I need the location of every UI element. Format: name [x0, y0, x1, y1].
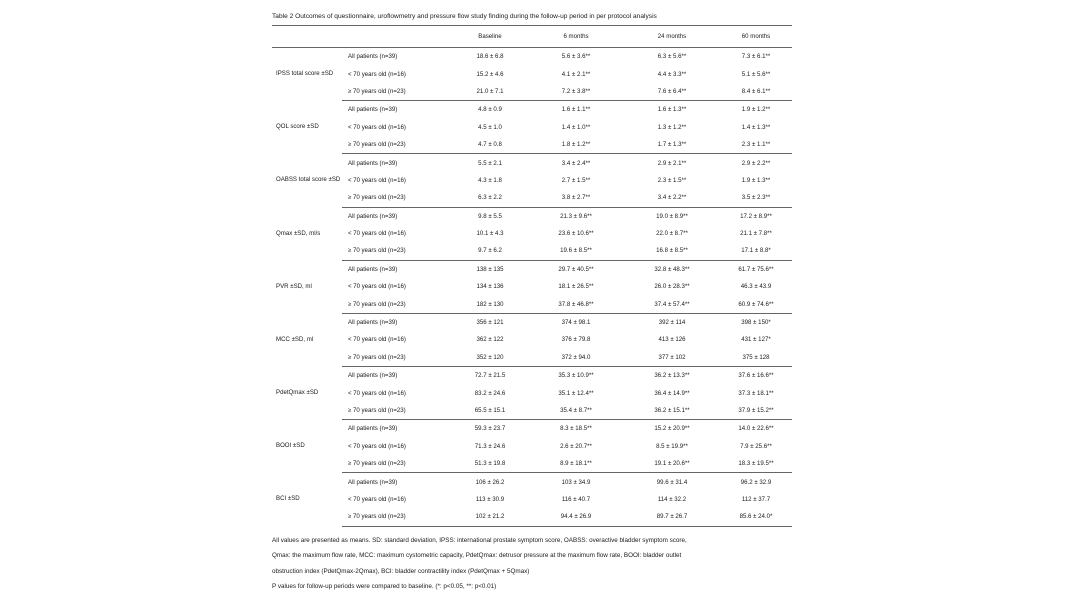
table-cell: 60.9 ± 74.6**	[720, 295, 792, 313]
table-row	[272, 207, 792, 225]
table-row	[272, 278, 792, 295]
table-cell: 9.8 ± 5.5	[478, 212, 502, 220]
table-cell: 4.4 ± 3.3**	[657, 70, 687, 78]
table-row	[272, 331, 792, 348]
measure-label: BCI ±SD	[276, 495, 300, 503]
table-cell: 32.8 ± 48.3**	[654, 265, 690, 273]
measure-label: PdetQmax ±SD	[276, 389, 319, 397]
note-line: obstruction index (PdetQmax-2Qmax), BCI: bladder contractility index (PdetQmax + 5Qmax)	[272, 567, 530, 575]
table-cell: 375 ± 128	[720, 349, 792, 367]
table-cell: 362 ± 122	[476, 336, 504, 344]
subgroup-label: All patients (n=39)	[348, 265, 398, 273]
table-cell: 5.1 ± 5.6**	[741, 70, 771, 78]
table-row	[272, 225, 792, 242]
table-cell: 2.9 ± 2.2**	[741, 159, 771, 167]
column-header	[272, 26, 342, 48]
table-cell: 376 ± 79.8	[561, 336, 591, 344]
table-cell: 71.3 ± 24.6	[474, 442, 506, 450]
subgroup-label: < 70 years old (n=16)	[348, 336, 406, 344]
table-cell: 46.3 ± 43.9	[740, 283, 772, 291]
table-cell: 5.5 ± 2.1	[478, 159, 502, 167]
table-cell: 413 ± 126	[658, 336, 686, 344]
table-cell: 35.1 ± 12.4**	[558, 389, 594, 397]
table-cell: 51.3 ± 19.8	[452, 455, 528, 473]
subgroup-label: All patients (n=39)	[348, 478, 398, 486]
measure-label: QOL score ±SD	[276, 123, 319, 131]
table-cell: 83.2 ± 24.6	[474, 389, 506, 397]
table-cell: 21.0 ± 7.1	[452, 83, 528, 101]
table-notes	[272, 533, 792, 595]
table-cell: 35.3 ± 10.9**	[558, 372, 594, 380]
table-cell: 23.6 ± 10.6**	[558, 230, 594, 238]
table-cell: 10.1 ± 4.3	[476, 230, 504, 238]
table-cell: 35.4 ± 8.7**	[528, 402, 624, 420]
table-cell: 3.8 ± 2.7**	[528, 189, 624, 207]
table-cell: 112 ± 37.7	[741, 495, 771, 503]
table-cell: 138 ± 135	[476, 265, 504, 273]
subgroup-label: All patients (n=39)	[348, 159, 398, 167]
subgroup-label: ≥ 70 years old (n=23)	[342, 508, 452, 526]
table-cell: 1.7 ± 1.3**	[624, 136, 720, 154]
table-cell: 4.5 ± 1.0	[478, 123, 502, 131]
table-cell: 372 ± 94.0	[528, 349, 624, 367]
table-row	[272, 48, 792, 66]
note-line: P values for follow-up periods were compared to baseline. (*: p<0.05, **: p<0.01)	[272, 583, 497, 591]
table-cell: 19.6 ± 8.5**	[528, 242, 624, 260]
subgroup-label: All patients (n=39)	[348, 319, 398, 327]
subgroup-label: ≥ 70 years old (n=23)	[342, 455, 452, 473]
table-cell: 22.0 ± 8.7**	[656, 230, 688, 238]
table-row	[272, 189, 792, 207]
table-row	[272, 65, 792, 82]
table-cell: 59.3 ± 23.7	[474, 425, 506, 433]
table-cell: 356 ± 121	[476, 319, 504, 327]
table-cell: 65.5 ± 15.1	[452, 402, 528, 420]
table-cell: 4.8 ± 0.9	[478, 106, 502, 114]
table-row	[272, 119, 792, 136]
table-cell: 19.1 ± 20.6**	[624, 455, 720, 473]
table-body	[272, 48, 792, 527]
table-row	[272, 367, 792, 385]
table-cell: 106 ± 26.2	[475, 478, 505, 486]
column-header: 60 months	[720, 26, 792, 48]
table-cell: 19.0 ± 8.9**	[656, 212, 688, 220]
subgroup-label: All patients (n=39)	[348, 106, 398, 114]
table-cell: 392 ± 114	[658, 319, 686, 327]
table-cell: 2.3 ± 1.1**	[720, 136, 792, 154]
subgroup-label: ≥ 70 years old (n=23)	[342, 402, 452, 420]
table-cell: 1.4 ± 1.0**	[561, 123, 591, 131]
table-cell: 1.6 ± 1.1**	[561, 106, 591, 114]
table-cell: 7.3 ± 6.1**	[741, 53, 771, 61]
subgroup-label: ≥ 70 years old (n=23)	[342, 295, 452, 313]
table-cell: 114 ± 32.2	[657, 495, 687, 503]
table-row	[272, 260, 792, 278]
table-cell: 8.3 ± 18.5**	[560, 425, 592, 433]
column-header: 24 months	[624, 26, 720, 48]
table-row	[272, 154, 792, 172]
measure-label: BOOI ±SD	[276, 442, 305, 450]
table-cell: 8.5 ± 19.9**	[656, 442, 688, 450]
table-row	[272, 349, 792, 367]
measure-label: MCC ±SD, ml	[276, 335, 314, 343]
table-row	[272, 83, 792, 101]
table-cell: 1.9 ± 1.3**	[741, 176, 771, 184]
table-cell: 6.3 ± 2.2	[452, 189, 528, 207]
table-cell: 14.0 ± 22.6**	[738, 425, 774, 433]
subgroup-label: < 70 years old (n=16)	[348, 70, 406, 78]
table-cell: 2.3 ± 1.5**	[657, 176, 687, 184]
table-row	[272, 438, 792, 455]
table-cell: 398 ± 150*	[741, 319, 771, 327]
note-line: All values are presented as means. SD: standard deviation, IPSS: international prostate symptom score, OABSS: overactive bladder symptom score,	[272, 536, 687, 544]
table-cell: 94.4 ± 26.9	[528, 508, 624, 526]
table-cell: 1.3 ± 1.2**	[657, 123, 687, 131]
table-cell: 16.8 ± 8.5**	[624, 242, 720, 260]
table-cell: 4.3 ± 1.8	[478, 176, 502, 184]
table-cell: 18.1 ± 26.5**	[558, 283, 594, 291]
table-cell: 102 ± 21.2	[452, 508, 528, 526]
table-cell: 1.8 ± 1.2**	[528, 136, 624, 154]
table-row	[272, 473, 792, 491]
subgroup-label: ≥ 70 years old (n=23)	[342, 136, 452, 154]
table-cell: 37.3 ± 18.1**	[738, 389, 774, 397]
table-cell: 6.3 ± 5.6**	[657, 53, 687, 61]
table-cell: 37.6 ± 16.6**	[738, 372, 774, 380]
table-cell: 15.2 ± 20.9**	[654, 425, 690, 433]
subgroup-label: ≥ 70 years old (n=23)	[342, 189, 452, 207]
table-cell: 18.3 ± 19.5**	[720, 455, 792, 473]
table-cell: 26.0 ± 28.3**	[654, 283, 690, 291]
table-cell: 2.9 ± 2.1**	[657, 159, 687, 167]
table-row	[272, 491, 792, 508]
subgroup-label: ≥ 70 years old (n=23)	[342, 242, 452, 260]
table-cell: 29.7 ± 40.5**	[558, 265, 594, 273]
table-cell: 4.1 ± 2.1**	[561, 70, 591, 78]
table-row	[272, 384, 792, 401]
table-cell: 72.7 ± 21.5	[474, 372, 506, 380]
measure-label: PVR ±SD, ml	[276, 282, 312, 290]
table-row	[272, 295, 792, 313]
table-cell: 37.8 ± 46.8**	[528, 295, 624, 313]
table-cell: 374 ± 98.1	[561, 319, 591, 327]
table-row	[272, 420, 792, 438]
subgroup-label: All patients (n=39)	[348, 53, 398, 61]
column-header: 6 months	[528, 26, 624, 48]
table-cell: 116 ± 40.7	[561, 495, 591, 503]
table-cell: 21.1 ± 7.8**	[740, 230, 772, 238]
subgroup-label: < 70 years old (n=16)	[348, 442, 406, 450]
table-cell: 17.2 ± 8.9**	[740, 212, 772, 220]
table-cell: 1.6 ± 1.3**	[657, 106, 687, 114]
table-cell: 36.2 ± 15.1**	[624, 402, 720, 420]
subgroup-label: ≥ 70 years old (n=23)	[342, 349, 452, 367]
table-row	[272, 242, 792, 260]
outcomes-table	[272, 25, 792, 527]
table-cell: 3.4 ± 2.4**	[561, 159, 591, 167]
table-cell: 61.7 ± 75.6**	[738, 265, 774, 273]
table-page	[272, 12, 792, 595]
table-cell: 89.7 ± 26.7	[624, 508, 720, 526]
table-cell: 182 ± 130	[452, 295, 528, 313]
subgroup-label: All patients (n=39)	[348, 372, 398, 380]
subgroup-label: < 70 years old (n=16)	[348, 230, 406, 238]
measure-label: IPSS total score ±SD	[276, 70, 334, 78]
table-cell: 113 ± 30.9	[475, 495, 505, 503]
table-cell: 1.4 ± 1.3**	[741, 123, 771, 131]
table-cell: 3.5 ± 2.3**	[720, 189, 792, 207]
table-row	[272, 402, 792, 420]
column-header	[342, 26, 452, 48]
table-cell: 8.4 ± 6.1**	[720, 83, 792, 101]
table-cell: 36.2 ± 13.3**	[654, 372, 690, 380]
table-cell: 2.6 ± 20.7**	[560, 442, 592, 450]
table-cell: 85.6 ± 24.0*	[720, 508, 792, 526]
table-cell: 352 ± 120	[452, 349, 528, 367]
table-cell: 134 ± 136	[476, 283, 504, 291]
subgroup-label: < 70 years old (n=16)	[348, 123, 406, 131]
note-line: Qmax: the maximum flow rate, MCC: maximum cystometric capacity, PdetQmax: detrusor pressure at the maximum flow rate, BOOI: bladder outlet	[272, 552, 682, 560]
table-cell: 36.4 ± 14.9**	[654, 389, 690, 397]
table-row	[272, 101, 792, 119]
table-cell: 377 ± 102	[624, 349, 720, 367]
table-cell: 3.4 ± 2.2**	[624, 189, 720, 207]
header-row	[272, 26, 792, 48]
subgroup-label: < 70 years old (n=16)	[348, 283, 406, 291]
table-row	[272, 172, 792, 189]
measure-label: OABSS total score ±SD	[276, 176, 341, 184]
column-header: Baseline	[452, 26, 528, 48]
subgroup-label: < 70 years old (n=16)	[348, 389, 406, 397]
subgroup-label: < 70 years old (n=16)	[348, 176, 406, 184]
table-cell: 99.6 ± 31.4	[656, 478, 688, 486]
table-row	[272, 136, 792, 154]
subgroup-label: ≥ 70 years old (n=23)	[342, 83, 452, 101]
table-cell: 9.7 ± 6.2	[452, 242, 528, 260]
table-cell: 37.9 ± 15.2**	[720, 402, 792, 420]
table-cell: 7.2 ± 3.8**	[528, 83, 624, 101]
table-cell: 15.2 ± 4.6	[476, 70, 504, 78]
subgroup-label: All patients (n=39)	[348, 212, 398, 220]
table-cell: 7.6 ± 6.4**	[624, 83, 720, 101]
table-cell: 17.1 ± 8.8*	[720, 242, 792, 260]
table-cell: 431 ± 127*	[741, 336, 771, 344]
table-cell: 37.4 ± 57.4**	[624, 295, 720, 313]
table-cell: 103 ± 34.9	[561, 478, 591, 486]
table-cell: 96.2 ± 32.9	[740, 478, 772, 486]
table-row	[272, 455, 792, 473]
table-cell: 21.3 ± 9.6**	[560, 212, 592, 220]
table-cell: 18.6 ± 6.8	[476, 53, 504, 61]
subgroup-label: < 70 years old (n=16)	[348, 495, 406, 503]
table-caption: Table 2 Outcomes of questionnaire, uroflowmetry and pressure flow study finding during the follow-up period in per protocol analysis	[272, 13, 657, 20]
table-cell: 5.6 ± 3.6**	[561, 53, 591, 61]
table-cell: 8.9 ± 18.1**	[528, 455, 624, 473]
table-cell: 4.7 ± 0.8	[452, 136, 528, 154]
table-row	[272, 313, 792, 331]
table-cell: 7.9 ± 25.6**	[740, 442, 772, 450]
measure-label: Qmax ±SD, ml/s	[276, 229, 321, 237]
table-cell: 1.9 ± 1.2**	[741, 106, 771, 114]
table-cell: 2.7 ± 1.5**	[561, 176, 591, 184]
subgroup-label: All patients (n=39)	[348, 425, 398, 433]
table-row	[272, 508, 792, 526]
